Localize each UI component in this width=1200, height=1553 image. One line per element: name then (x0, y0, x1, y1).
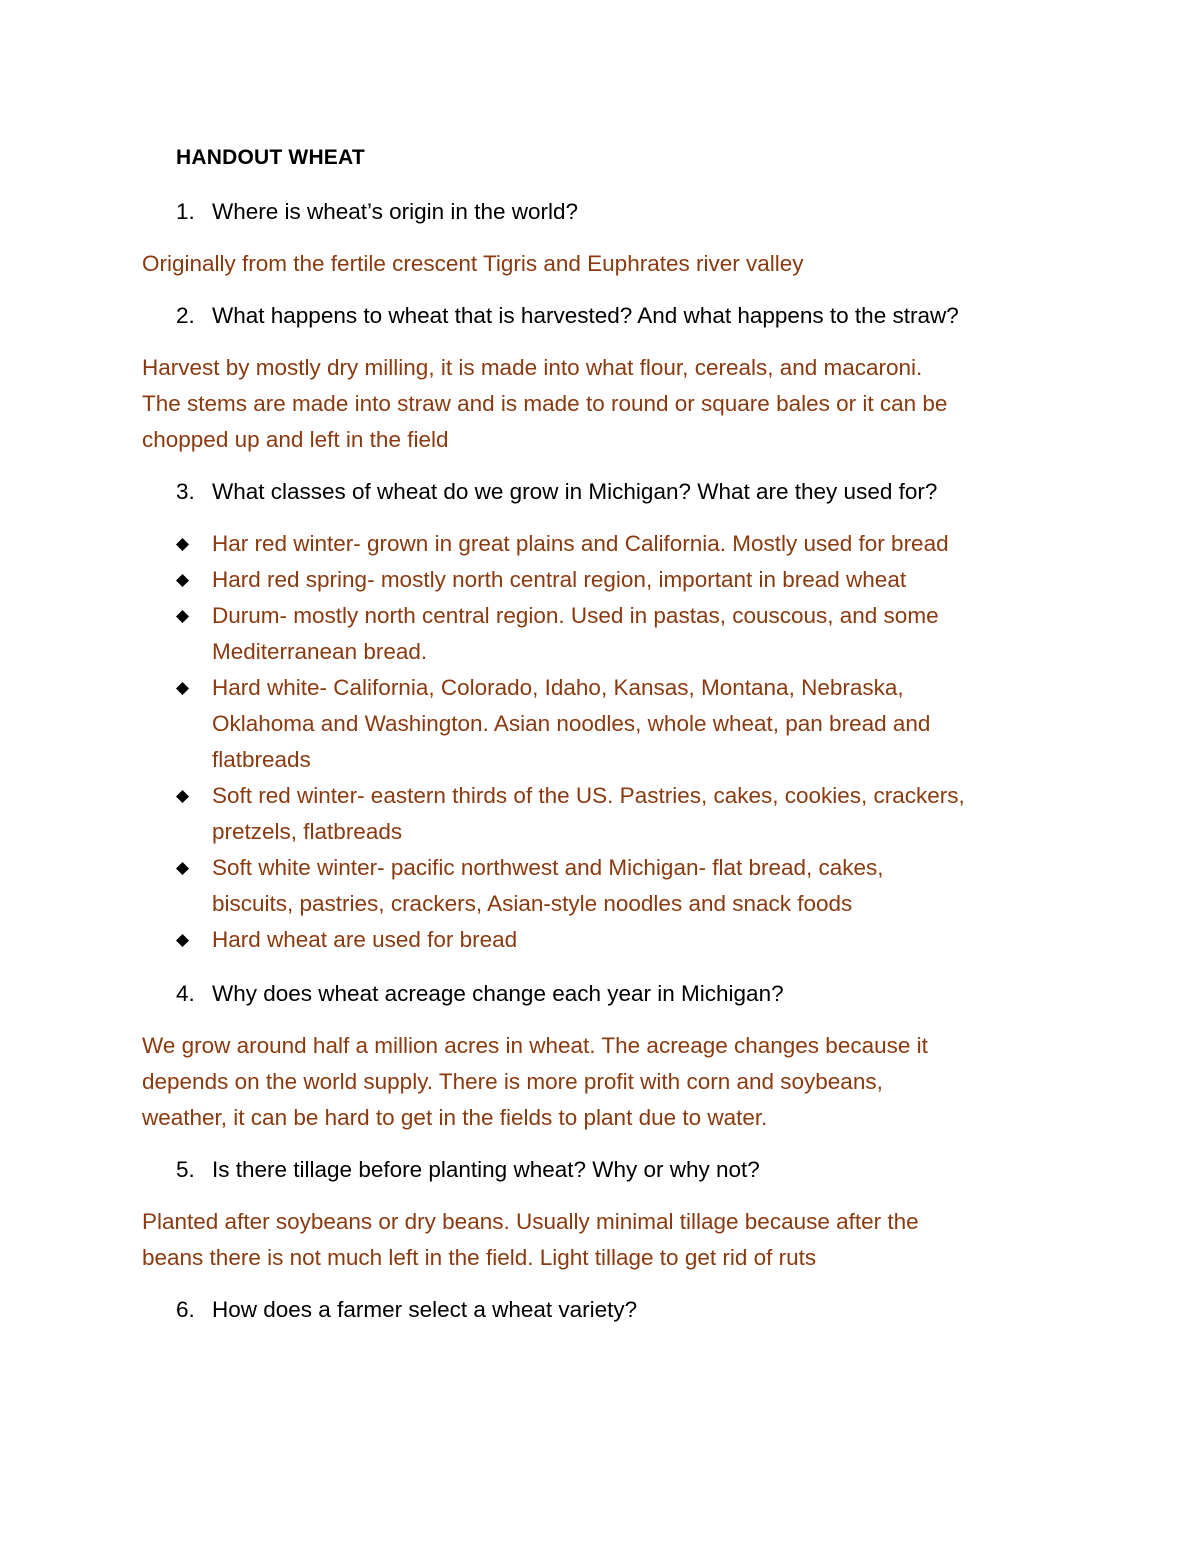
list-item (176, 778, 1056, 850)
question-number: 5. (176, 1157, 195, 1182)
question-text: Is there tillage before planting wheat? Why or why not? (212, 1157, 760, 1182)
answer-line: depends on the world supply. There is more profit with corn and soybeans, (142, 1069, 883, 1094)
diamond-bullet-icon (176, 934, 189, 947)
list-item-line: Soft white winter- pacific northwest and Michigan- flat bread, cakes, (212, 855, 884, 880)
question-number: 1. (176, 199, 195, 224)
list-item-line: Mediterranean bread. (212, 639, 428, 664)
answer-1 (142, 246, 1062, 282)
list-item (176, 562, 1056, 598)
answer-line: weather, it can be hard to get in the fields to plant due to water. (142, 1105, 768, 1130)
question-5 (176, 1152, 760, 1188)
list-item-line: Hard white- California, Colorado, Idaho, Kansas, Montana, Nebraska, (212, 675, 904, 700)
list-item-line: Har red winter- grown in great plains and California. Mostly used for bread (212, 531, 949, 556)
question-text: Why does wheat acreage change each year in Michigan? (212, 981, 784, 1006)
question-1 (176, 194, 578, 230)
question-text: What classes of wheat do we grow in Michigan? What are they used for? (212, 479, 938, 504)
answer-line: Planted after soybeans or dry beans. Usually minimal tillage because after the (142, 1209, 919, 1234)
answer-line: Originally from the fertile crescent Tigris and Euphrates river valley (142, 251, 804, 276)
list-item (176, 850, 1056, 922)
answer-line: We grow around half a million acres in wheat. The acreage changes because it (142, 1033, 928, 1058)
wheat-classes-list (176, 526, 1056, 958)
question-number: 2. (176, 303, 195, 328)
list-item (176, 670, 1056, 778)
list-item-line: Hard red spring- mostly north central region, important in bread wheat (212, 567, 907, 592)
diamond-bullet-icon (176, 682, 189, 695)
diamond-bullet-icon (176, 790, 189, 803)
list-item (176, 526, 1056, 562)
list-item-line: Soft red winter- eastern thirds of the US. Pastries, cakes, cookies, crackers, (212, 783, 965, 808)
diamond-bullet-icon (176, 610, 189, 623)
question-2 (176, 298, 959, 334)
question-text: Where is wheat’s origin in the world? (212, 199, 579, 224)
list-item (176, 598, 1056, 670)
question-text: How does a farmer select a wheat variety? (212, 1297, 638, 1322)
answer-5 (142, 1204, 1062, 1276)
list-item-line: Hard wheat are used for bread (212, 927, 518, 952)
list-item-line: flatbreads (212, 747, 311, 772)
question-6 (176, 1292, 637, 1328)
question-text: What happens to wheat that is harvested? And what happens to the straw? (212, 303, 959, 328)
diamond-bullet-icon (176, 574, 189, 587)
list-item-line: biscuits, pastries, crackers, Asian-style noodles and snack foods (212, 891, 853, 916)
question-3 (176, 474, 937, 510)
answer-4 (142, 1028, 1062, 1136)
document-title: HANDOUT WHEAT (176, 146, 365, 169)
answer-line: chopped up and left in the field (142, 427, 449, 452)
list-item-line: Durum- mostly north central region. Used in pastas, couscous, and some (212, 603, 939, 628)
diamond-bullet-icon (176, 862, 189, 875)
list-item (176, 922, 1056, 958)
question-number: 3. (176, 479, 195, 504)
list-item-line: pretzels, flatbreads (212, 819, 403, 844)
question-number: 6. (176, 1297, 195, 1322)
list-item-line: Oklahoma and Washington. Asian noodles, whole wheat, pan bread and (212, 711, 931, 736)
answer-2 (142, 350, 1062, 458)
question-4 (176, 976, 784, 1012)
answer-line: The stems are made into straw and is made to round or square bales or it can be (142, 391, 948, 416)
question-number: 4. (176, 981, 195, 1006)
answer-line: beans there is not much left in the field. Light tillage to get rid of ruts (142, 1245, 817, 1270)
answer-line: Harvest by mostly dry milling, it is made into what flour, cereals, and macaroni. (142, 355, 923, 380)
diamond-bullet-icon (176, 538, 189, 551)
